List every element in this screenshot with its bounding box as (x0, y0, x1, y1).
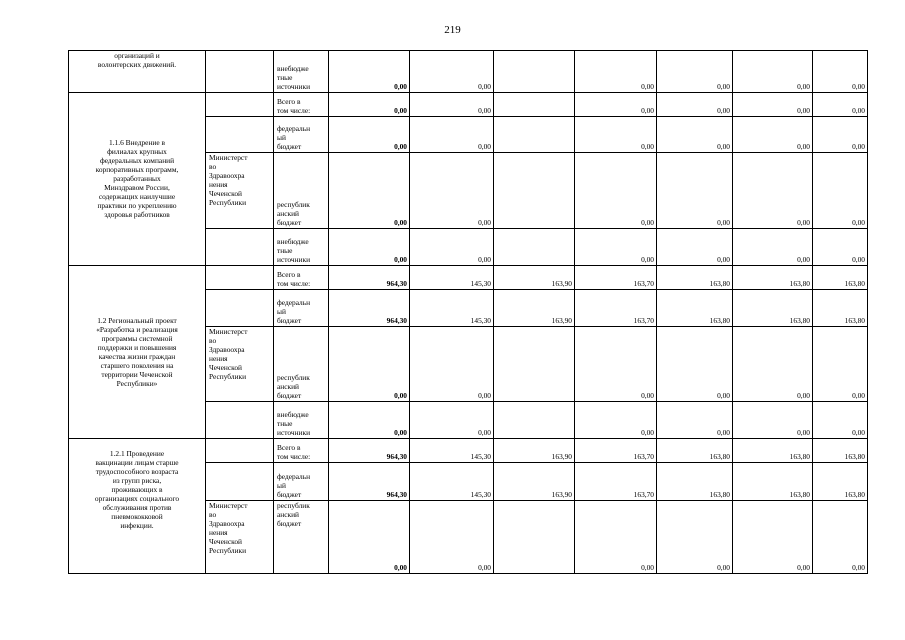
activity-name-cell: 1.2 Региональный проект «Разработка и реализация программы системной поддержки и повышения качества жизни граждан старшего поколения на территории Чеченской Республики» (69, 266, 206, 439)
value-cell: 0,00 (657, 117, 733, 153)
value-cell: 0,00 (575, 327, 657, 402)
responsible-org-cell: Министерст во Здравоохра нения Чеченской Республики (206, 153, 274, 229)
value-cell: 0,00 (733, 229, 813, 266)
value-cell: 163,80 (813, 266, 868, 290)
table-row (69, 93, 868, 117)
value-cell: 0,00 (813, 153, 868, 229)
value-cell: 0,00 (575, 93, 657, 117)
value-cell: 0,00 (575, 229, 657, 266)
value-cell (494, 402, 575, 439)
value-cell: 163,90 (494, 290, 575, 327)
funding-source-cell: внебюдже тные источники (274, 229, 329, 266)
value-cell: 163,80 (733, 439, 813, 463)
value-cell: 0,00 (410, 501, 494, 574)
value-cell: 0,00 (410, 402, 494, 439)
value-cell: 163,80 (733, 266, 813, 290)
value-cell: 163,90 (494, 439, 575, 463)
value-cell: 0,00 (657, 93, 733, 117)
value-cell: 0,00 (733, 117, 813, 153)
responsible-cell (206, 51, 274, 93)
responsible-cell (206, 402, 274, 439)
value-cell: 0,00 (733, 402, 813, 439)
value-cell: 0,00 (733, 327, 813, 402)
activity-name-cell: 1.2.1 Проведение вакцинации лицам старше трудоспособного возраста из групп риска, проживающих в организациях социального обслуживания против пневмококковой инфекции. (69, 439, 206, 574)
value-cell: 0,00 (329, 402, 410, 439)
value-cell: 964,30 (329, 290, 410, 327)
value-cell: 145,30 (410, 266, 494, 290)
value-cell (494, 229, 575, 266)
value-cell: 0,00 (657, 402, 733, 439)
responsible-org-cell: Министерст во Здравоохра нения Чеченской Республики (206, 327, 274, 402)
value-cell (494, 327, 575, 402)
value-cell: 0,00 (329, 327, 410, 402)
funding-source-cell: федеральн ый бюджет (274, 290, 329, 327)
responsible-cell (206, 290, 274, 327)
funding-source-cell: федеральн ый бюджет (274, 117, 329, 153)
value-cell: 0,00 (813, 51, 868, 93)
value-cell: 0,00 (575, 402, 657, 439)
value-cell: 163,80 (657, 463, 733, 501)
value-cell: 0,00 (410, 229, 494, 266)
value-cell: 0,00 (410, 327, 494, 402)
value-cell: 163,80 (813, 439, 868, 463)
responsible-cell (206, 229, 274, 266)
responsible-cell (206, 93, 274, 117)
value-cell: 0,00 (410, 153, 494, 229)
funding-source-cell: федеральн ый бюджет (274, 463, 329, 501)
value-cell: 163,70 (575, 439, 657, 463)
activity-name-cell: 1.1.6 Внедрение в филиалах крупных федеральных компаний корпоративных программ, разработанных Минздравом России, содержащих наилучшие практики по укреплению здоровья работников (69, 93, 206, 266)
value-cell: 163,90 (494, 463, 575, 501)
value-cell: 0,00 (657, 501, 733, 574)
value-cell: 0,00 (657, 229, 733, 266)
value-cell: 0,00 (813, 501, 868, 574)
value-cell: 163,80 (813, 290, 868, 327)
value-cell: 0,00 (733, 501, 813, 574)
table-row (69, 266, 868, 290)
value-cell: 0,00 (410, 93, 494, 117)
value-cell: 0,00 (575, 153, 657, 229)
value-cell: 0,00 (657, 51, 733, 93)
value-cell: 0,00 (575, 51, 657, 93)
value-cell: 0,00 (657, 327, 733, 402)
value-cell: 0,00 (329, 93, 410, 117)
value-cell (494, 117, 575, 153)
value-cell (494, 51, 575, 93)
funding-source-cell: республик анский бюджет (274, 501, 329, 574)
value-cell: 0,00 (575, 117, 657, 153)
value-cell (494, 153, 575, 229)
funding-source-cell: республик анский бюджет (274, 327, 329, 402)
value-cell: 0,00 (813, 327, 868, 402)
value-cell: 0,00 (329, 501, 410, 574)
activity-name-cell: организаций и волонтерских движений. (69, 51, 206, 93)
funding-source-cell: внебюдже тные источники (274, 51, 329, 93)
value-cell: 0,00 (813, 93, 868, 117)
page-number: 219 (444, 24, 461, 36)
value-cell: 145,30 (410, 463, 494, 501)
funding-source-cell: Всего в том числе: (274, 439, 329, 463)
value-cell: 964,30 (329, 463, 410, 501)
value-cell: 163,70 (575, 290, 657, 327)
value-cell: 0,00 (575, 501, 657, 574)
value-cell: 0,00 (329, 229, 410, 266)
value-cell: 145,30 (410, 439, 494, 463)
funding-source-cell: внебюдже тные источники (274, 402, 329, 439)
value-cell: 0,00 (733, 51, 813, 93)
responsible-org-cell: Министерст во Здравоохра нения Чеченской Республики (206, 501, 274, 574)
value-cell: 0,00 (410, 51, 494, 93)
funding-source-cell: Всего в том числе: (274, 93, 329, 117)
value-cell: 163,80 (733, 290, 813, 327)
table-row (69, 51, 868, 93)
responsible-cell (206, 439, 274, 463)
budget-table (68, 50, 868, 574)
value-cell: 0,00 (813, 402, 868, 439)
value-cell (494, 93, 575, 117)
value-cell: 964,30 (329, 266, 410, 290)
value-cell: 163,80 (657, 290, 733, 327)
value-cell: 0,00 (733, 93, 813, 117)
responsible-cell (206, 117, 274, 153)
value-cell: 163,70 (575, 463, 657, 501)
funding-source-cell: Всего в том числе: (274, 266, 329, 290)
value-cell: 0,00 (410, 117, 494, 153)
value-cell: 0,00 (329, 117, 410, 153)
value-cell: 163,70 (575, 266, 657, 290)
value-cell: 163,80 (733, 463, 813, 501)
table-row (69, 439, 868, 463)
funding-source-cell: республик анский бюджет (274, 153, 329, 229)
responsible-cell (206, 266, 274, 290)
value-cell: 0,00 (329, 51, 410, 93)
value-cell: 0,00 (329, 153, 410, 229)
value-cell: 0,00 (657, 153, 733, 229)
value-cell: 163,80 (657, 439, 733, 463)
value-cell: 163,80 (657, 266, 733, 290)
value-cell (494, 501, 575, 574)
value-cell: 0,00 (813, 117, 868, 153)
responsible-cell (206, 463, 274, 501)
value-cell: 0,00 (813, 229, 868, 266)
value-cell: 0,00 (733, 153, 813, 229)
value-cell: 163,90 (494, 266, 575, 290)
value-cell: 145,30 (410, 290, 494, 327)
value-cell: 163,80 (813, 463, 868, 501)
value-cell: 964,30 (329, 439, 410, 463)
